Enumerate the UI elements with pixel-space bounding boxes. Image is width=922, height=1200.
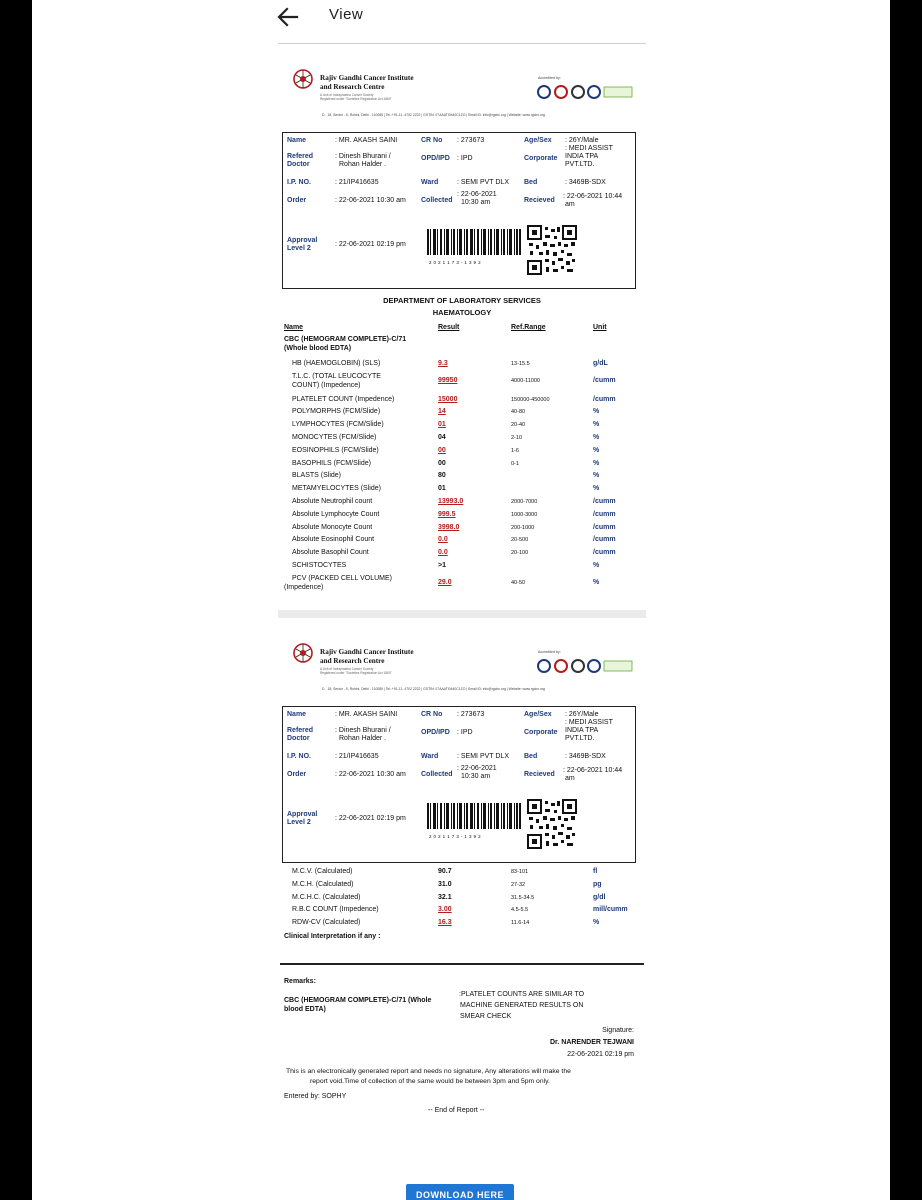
- test-result: 3.00: [438, 906, 452, 914]
- approval-value: : 22-06-2021 02:19 pm: [335, 815, 406, 822]
- col-name-header: Name: [284, 324, 304, 331]
- collected-value-2: 10:30 am: [461, 773, 491, 780]
- divider: [280, 963, 644, 965]
- test-name: PLATELET COUNT (Impedence): [292, 395, 395, 403]
- remark-panel-2: blood EDTA): [284, 1006, 326, 1013]
- institute-name: Rajiv Gandhi Cancer Institute and Research Centre: [320, 74, 414, 91]
- signature-date: 22-06-2021 02:19 pm: [567, 1051, 634, 1058]
- name-label: Name: [287, 711, 307, 718]
- test-ref-range: 40-50: [511, 579, 526, 586]
- test-ref-range: 2000-7000: [511, 499, 538, 505]
- test-unit: /cumm: [593, 549, 616, 557]
- test-ref-range: 31.5-34.5: [511, 894, 535, 901]
- received-value: : 22-06-2021 10:44: [563, 767, 623, 774]
- accreditation-logos-icon: [536, 658, 636, 674]
- approval-label: Approval: [287, 811, 318, 818]
- crno-value: : 273673: [457, 711, 485, 718]
- test-name: SCHISTOCYTES: [292, 562, 347, 569]
- test-result: 01: [438, 421, 446, 429]
- test-unit: %: [593, 446, 600, 454]
- report-page-2: [278, 620, 646, 1190]
- test-result: 31.0: [438, 880, 452, 888]
- test-ref-range: 200-1000: [511, 524, 535, 531]
- test-unit: pg: [593, 880, 602, 888]
- test-name: Absolute Neutrophil count: [292, 498, 373, 505]
- barcode-number: 2 0 2 1 1 7 3 - 1 3 9 2: [429, 260, 481, 265]
- crno-label: CR No: [421, 711, 443, 718]
- col-result-header: Result: [438, 324, 460, 331]
- agesex-value: : 26Y/Male: [565, 711, 599, 718]
- report-page-1: [278, 46, 646, 612]
- panel-title: CBC (HEMOGRAM COMPLETE)-C/71: [284, 336, 407, 343]
- order-value: : 22-06-2021 10:30 am: [335, 771, 406, 778]
- collected-label: Collected: [421, 197, 453, 204]
- name-label: Name: [287, 137, 307, 144]
- page-separator: [278, 610, 646, 618]
- institute-logo-icon: [292, 642, 314, 664]
- institute-subtitle: A Unit of Indraprastha Cancer Society Registered under "Societies Registration Act 1860": [320, 667, 392, 675]
- test-name: Absolute Monocyte Count: [292, 523, 373, 531]
- bed-label: Bed: [524, 753, 538, 760]
- test-ref-range: 0-1: [511, 460, 519, 467]
- received-value-2: am: [565, 201, 575, 208]
- opd-value: : IPD: [457, 155, 473, 162]
- institute-subtitle: A Unit of Indraprastha Cancer Society Registered under "Societies Registration Act 1860": [320, 93, 392, 101]
- corp-value-3: PVT.LTD.: [565, 161, 595, 168]
- corp-value-2: INDIA TPA: [565, 727, 599, 734]
- order-label: Order: [287, 771, 307, 778]
- test-unit: /cumm: [593, 395, 616, 403]
- signature-label: Signature:: [602, 1027, 634, 1034]
- test-name: R.B.C COUNT (Impedence): [292, 906, 379, 914]
- test-ref-range: 20-100: [511, 550, 529, 557]
- col-unit-header: Unit: [593, 324, 607, 331]
- test-result: 90.7: [438, 868, 452, 875]
- back-arrow-icon[interactable]: [276, 6, 300, 28]
- refdoc-value-2: Rohan Halder .: [339, 735, 387, 742]
- test-result: 04: [438, 434, 446, 441]
- test-ref-range: 1-6: [511, 447, 519, 454]
- refdoc-label: Refered: [287, 727, 314, 734]
- app-screen: [32, 0, 890, 1200]
- test-name-line-2: COUNT) (Impedence): [292, 381, 361, 389]
- refdoc-value: : Dinesh Bhurani /: [335, 727, 391, 734]
- agesex-label: Age/Sex: [524, 711, 552, 718]
- test-unit: %: [593, 562, 600, 569]
- refdoc-label-2: Doctor: [287, 161, 310, 168]
- disclaimer-2: report void.Time of collection of the same would be between 3pm and 5pm only.: [310, 1078, 550, 1085]
- test-unit: %: [593, 485, 600, 493]
- test-unit: mill/cumm: [593, 906, 628, 914]
- download-button[interactable]: DOWNLOAD HERE: [406, 1184, 514, 1200]
- test-result: 29.0: [438, 578, 452, 586]
- accredited-label: Accredited by:: [538, 76, 561, 80]
- test-ref-range: 4000-11000: [511, 377, 540, 384]
- institute-logo-icon: [292, 68, 314, 90]
- bed-value: : 3469B-SDX: [565, 753, 606, 760]
- test-name: Absolute Basophil Count: [292, 549, 369, 557]
- test-result: 16.3: [438, 919, 452, 927]
- opd-label: OPD/IPD: [421, 729, 450, 736]
- collected-value-2: 10:30 am: [461, 199, 491, 206]
- collected-label: Collected: [421, 771, 453, 778]
- test-name: LYMPHOCYTES (FCM/Slide): [292, 421, 384, 429]
- corp-value-3: PVT.LTD.: [565, 735, 595, 742]
- divider: [278, 43, 646, 44]
- test-unit: %: [593, 472, 600, 480]
- test-unit: g/dl: [593, 893, 606, 901]
- test-ref-range: 2-10: [511, 435, 523, 441]
- test-name: MONOCYTES (FCM/Slide): [292, 434, 377, 441]
- remark-text-2: MACHINE GENERATED RESULTS ON: [460, 1002, 584, 1009]
- test-ref-range: 27-32: [511, 881, 526, 888]
- ipno-value: : 21/IP416635: [335, 179, 379, 186]
- received-value: : 22-06-2021 10:44: [563, 193, 623, 200]
- approval-label-2: Level 2: [287, 819, 311, 826]
- agesex-value: : 26Y/Male: [565, 137, 599, 144]
- opd-label: OPD/IPD: [421, 155, 450, 162]
- test-unit: %: [593, 459, 600, 467]
- refdoc-label-2: Doctor: [287, 735, 310, 742]
- refdoc-label: Refered: [287, 153, 314, 160]
- test-unit: %: [593, 434, 600, 441]
- refdoc-value: : Dinesh Bhurani /: [335, 153, 391, 160]
- end-of-report: -- End of Report --: [428, 1107, 485, 1114]
- test-result: 32.1: [438, 893, 452, 901]
- test-unit: %: [593, 421, 600, 429]
- test-result: 3998.0: [438, 523, 460, 531]
- patient-info-box: [282, 132, 636, 289]
- test-result: 0.0: [438, 536, 448, 544]
- corp-label: Corporate: [524, 155, 558, 162]
- qr-code-icon: [527, 225, 577, 275]
- remark-text: :PLATELET COUNTS ARE SIMILAR TO: [459, 991, 585, 998]
- test-unit: /cumm: [593, 536, 616, 544]
- panel-subtitle: (Whole blood EDTA): [284, 345, 352, 352]
- test-unit: %: [593, 578, 600, 586]
- test-name: M.C.H.C. (Calculated): [292, 893, 361, 901]
- test-result: 14: [438, 408, 446, 416]
- corp-label: Corporate: [524, 729, 558, 736]
- signature-name: Dr. NARENDER TEJWANI: [549, 1039, 634, 1046]
- test-name: RDW-CV (Calculated): [292, 919, 361, 927]
- test-unit: %: [593, 408, 600, 416]
- test-ref-range: 1000-3000: [511, 511, 538, 518]
- test-result: 00: [438, 446, 446, 454]
- test-result: 01: [438, 485, 446, 493]
- ipno-label: I.P. NO.: [287, 753, 311, 760]
- approval-label-2: Level 2: [287, 245, 311, 252]
- test-name: PCV (PACKED CELL VOLUME): [292, 574, 392, 582]
- remarks-label: Remarks:: [284, 978, 316, 985]
- accredited-label: Accredited by:: [538, 650, 561, 654]
- test-ref-range: 40-80: [511, 409, 526, 416]
- order-value: : 22-06-2021 10:30 am: [335, 197, 406, 204]
- test-ref-range: 11.6-14: [511, 920, 530, 927]
- test-name: POLYMORPHS (FCM/Slide): [292, 408, 381, 416]
- test-ref-range: 150000-450000: [511, 396, 550, 403]
- institute-address: D - 18, Sector - 5, Rohini, Delhi - 110085 | Tel.:+91-11- 4702 2222 | GSTIN: 07AAATI0440C1ZO | Email ID: info@rgcirc.org | Website: www.rgcirc.org: [322, 113, 545, 117]
- patient-name: : MR. AKASH SAINI: [335, 137, 398, 144]
- patient-name: : MR. AKASH SAINI: [335, 711, 398, 718]
- test-name: METAMYELOCYTES (Slide): [292, 485, 381, 493]
- test-name: HB (HAEMOGLOBIN) (SLS): [292, 360, 381, 367]
- corp-value-2: INDIA TPA: [565, 153, 599, 160]
- department-subtitle: HAEMATOLOGY: [432, 308, 492, 317]
- test-result: 0.0: [438, 549, 448, 557]
- ward-label: Ward: [421, 753, 439, 760]
- qr-code-icon: [527, 799, 577, 849]
- test-unit: /cumm: [593, 376, 616, 384]
- ward-value: : SEMI PVT DLX: [457, 753, 509, 760]
- approval-value: : 22-06-2021 02:19 pm: [335, 241, 406, 248]
- test-name-line-2: (Impedence): [284, 583, 324, 591]
- department-title: DEPARTMENT OF LABORATORY SERVICES: [383, 296, 541, 305]
- collected-value: : 22-06-2021: [457, 765, 497, 772]
- ipno-label: I.P. NO.: [287, 179, 311, 186]
- opd-value: : IPD: [457, 729, 473, 736]
- received-value-2: am: [565, 775, 575, 782]
- crno-value: : 273673: [457, 137, 485, 144]
- institute-address: D - 18, Sector - 5, Rohini, Delhi - 110085 | Tel.:+91-11- 4702 2222 | GSTIN: 07AAATI0440C1ZO | Email ID: info@rgcirc.org | Website: www.rgcirc.org: [322, 687, 545, 691]
- test-result: 00: [438, 459, 446, 467]
- test-unit: /cumm: [593, 510, 616, 518]
- test-name: Absolute Lymphocyte Count: [292, 510, 380, 518]
- bed-label: Bed: [524, 179, 538, 186]
- collected-value: : 22-06-2021: [457, 191, 497, 198]
- test-result: >1: [438, 562, 446, 569]
- test-unit: g/dL: [593, 360, 608, 367]
- crno-label: CR No: [421, 137, 443, 144]
- remark-text-3: SMEAR CHECK: [460, 1013, 512, 1020]
- remark-panel: CBC (HEMOGRAM COMPLETE)-C/71 (Whole: [284, 997, 432, 1004]
- refdoc-value-2: Rohan Halder .: [339, 161, 387, 168]
- corp-value: : MEDI ASSIST: [565, 145, 613, 152]
- barcode-icon: [427, 803, 521, 837]
- patient-info-box: [282, 706, 636, 863]
- test-result: 15000: [438, 395, 458, 403]
- institute-name: Rajiv Gandhi Cancer Institute and Research Centre: [320, 648, 414, 665]
- agesex-label: Age/Sex: [524, 137, 552, 144]
- col-ref-header: Ref.Range: [511, 324, 546, 331]
- test-ref-range: 13-15.5: [511, 361, 530, 367]
- ward-label: Ward: [421, 179, 439, 186]
- test-result: 13993.0: [438, 498, 464, 505]
- test-name: T.L.C. (TOTAL LEUCOCYTE: [292, 372, 381, 380]
- test-name: M.C.H. (Calculated): [292, 880, 354, 888]
- test-name: EOSINOPHILS (FCM/Slide): [292, 446, 379, 454]
- test-result: 999.5: [438, 510, 456, 518]
- ward-value: : SEMI PVT DLX: [457, 179, 509, 186]
- test-name: BLASTS (Slide): [292, 472, 342, 480]
- received-label: Recieved: [524, 771, 555, 778]
- order-label: Order: [287, 197, 307, 204]
- barcode-number: 2 0 2 1 1 7 3 - 1 3 9 2: [429, 834, 481, 839]
- test-unit: /cumm: [593, 523, 616, 531]
- test-name: BASOPHILS (FCM/Slide): [292, 459, 371, 467]
- test-ref-range: 20-500: [511, 537, 529, 544]
- bed-value: : 3469B-SDX: [565, 179, 606, 186]
- test-result: 9.3: [438, 360, 448, 367]
- test-unit: %: [593, 919, 600, 927]
- test-unit: /cumm: [593, 498, 616, 505]
- accreditation-logos-icon: [536, 84, 636, 100]
- clinical-interpretation-label: Clinical Interpretation if any :: [284, 933, 381, 940]
- test-result: 99950: [438, 376, 458, 384]
- test-unit: fl: [593, 868, 598, 875]
- test-ref-range: 83-101: [511, 869, 529, 875]
- disclaimer: This is an electronically generated report and needs no signature, Any alterations will make the: [286, 1068, 571, 1075]
- test-result: 80: [438, 472, 446, 480]
- received-label: Recieved: [524, 197, 555, 204]
- corp-value: : MEDI ASSIST: [565, 719, 613, 726]
- page-title: View: [329, 6, 364, 23]
- test-name: Absolute Eosinophil Count: [292, 536, 375, 544]
- ipno-value: : 21/IP416635: [335, 753, 379, 760]
- entered-by: Entered by: SOPHY: [284, 1093, 347, 1100]
- approval-label: Approval: [287, 237, 318, 244]
- top-bar: [32, 0, 890, 44]
- test-ref-range: 20-40: [511, 422, 526, 429]
- test-name: M.C.V. (Calculated): [292, 868, 353, 875]
- test-ref-range: 4.5-5.5: [511, 907, 529, 914]
- barcode-icon: [427, 229, 521, 263]
